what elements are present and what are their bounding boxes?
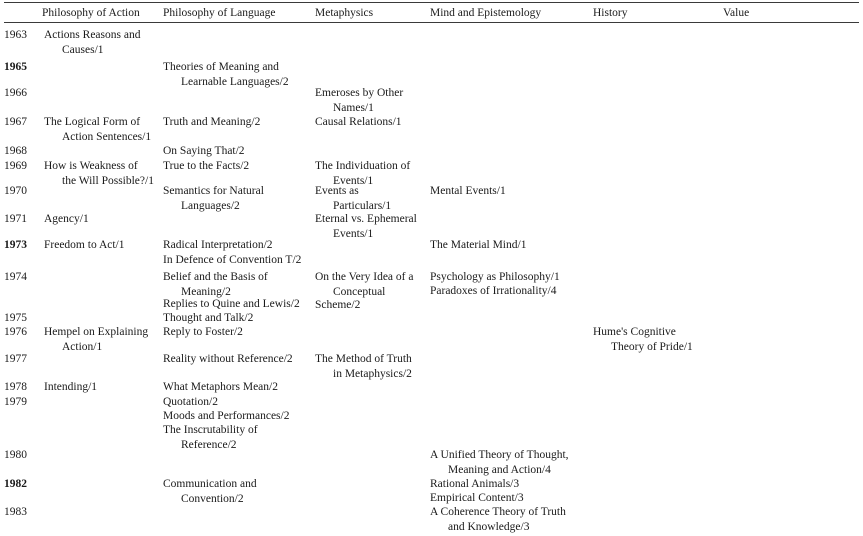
table-entry	[430, 270, 560, 285]
table-entry	[44, 115, 151, 146]
column-header-philosophy-of-language: Philosophy of Language	[163, 7, 276, 19]
table-entry	[430, 184, 506, 199]
table-entry	[163, 270, 268, 301]
year-label: 1969	[4, 160, 27, 172]
column-header-history: History	[593, 7, 628, 19]
year-label: 1965	[4, 61, 27, 73]
entry-line: Paradoxes of Irrationality/4	[430, 285, 557, 297]
entry-line: The Logical Form of	[44, 116, 141, 128]
entry-line-continuation: Languages/2	[181, 200, 240, 213]
entry-line: Reality without Reference/2	[163, 353, 293, 365]
entry-line: Agency/1	[44, 213, 89, 225]
table-entry	[44, 238, 125, 253]
table-entry	[163, 159, 249, 174]
entry-line: What Metaphors Mean/2	[163, 381, 278, 393]
table-entry	[163, 423, 258, 454]
table-entry	[315, 86, 403, 117]
entry-line-continuation: Meaning/2	[181, 286, 231, 299]
table-entry	[44, 28, 140, 59]
entry-line: True to the Facts/2	[163, 160, 250, 172]
entry-line: Semantics for Natural	[163, 185, 264, 197]
entry-line: The Material Mind/1	[430, 239, 527, 251]
table-entry	[163, 60, 289, 91]
table-entry	[315, 352, 412, 383]
entry-line: Mental Events/1	[430, 185, 506, 197]
entry-line-continuation: Reference/2	[181, 439, 237, 452]
entry-line: In Defence of Convention T/2	[163, 254, 302, 266]
table-entry	[430, 491, 524, 506]
table-entry	[163, 325, 243, 340]
year-label: 1971	[4, 213, 27, 225]
table-entry	[163, 238, 273, 253]
table-entry	[593, 325, 693, 356]
table-entry	[430, 505, 566, 536]
year-label: 1979	[4, 396, 27, 408]
table-entry	[44, 380, 97, 395]
table-entry	[163, 144, 245, 159]
entry-line: How is Weakness of	[44, 160, 138, 172]
table-entry	[430, 477, 519, 492]
year-label: 1974	[4, 271, 27, 283]
year-label: 1982	[4, 478, 27, 490]
year-label: 1970	[4, 185, 27, 197]
entry-line: Eternal vs. Ephemeral	[315, 213, 417, 225]
entry-line-continuation: in Metaphysics/2	[333, 368, 412, 381]
year-label: 1980	[4, 449, 27, 461]
entry-line: Scheme/2	[315, 299, 361, 311]
entry-line: Freedom to Act/1	[44, 239, 125, 251]
entry-line-continuation: and Knowledge/3	[448, 521, 530, 534]
table-entry	[163, 477, 257, 508]
entry-line-continuation: Learnable Languages/2	[181, 76, 289, 89]
table-entry	[163, 311, 253, 326]
entry-line: Thought and Talk/2	[163, 312, 254, 324]
entry-line: The Method of Truth	[315, 353, 412, 365]
entry-line-continuation: Events/1	[333, 175, 374, 188]
entry-line-continuation: Action Sentences/1	[62, 131, 152, 144]
entry-line-continuation: Meaning and Action/4	[448, 464, 551, 477]
entry-line: The Inscrutability of	[163, 424, 258, 436]
entry-line: Hume's Cognitive	[593, 326, 676, 338]
column-header-mind-and-epistemology: Mind and Epistemology	[430, 7, 542, 19]
table-entry	[163, 184, 264, 215]
year-label: 1968	[4, 145, 27, 157]
column-header-value: Value	[723, 7, 750, 19]
table-entry	[315, 212, 417, 243]
entry-line: Intending/1	[44, 381, 98, 393]
entry-line-continuation: Convention/2	[181, 493, 244, 506]
entry-line: A Unified Theory of Thought,	[430, 449, 569, 461]
entry-line-continuation: Causes/1	[62, 44, 104, 57]
column-header-metaphysics: Metaphysics	[315, 7, 374, 19]
table-entry	[315, 270, 413, 301]
table-entry	[315, 298, 360, 313]
year-label: 1963	[4, 29, 27, 41]
year-label: 1966	[4, 87, 27, 99]
year-label: 1975	[4, 312, 27, 324]
entry-line: On the Very Idea of a	[315, 271, 414, 283]
entry-line-continuation: Particulars/1	[333, 200, 392, 213]
table-entry	[430, 284, 556, 299]
entry-line: The Individuation of	[315, 160, 411, 172]
entry-line: A Coherence Theory of Truth	[430, 506, 566, 518]
entry-line-continuation: Names/1	[333, 102, 374, 115]
table-entry	[430, 238, 526, 253]
table-entry	[44, 212, 89, 227]
table-entry	[163, 380, 278, 395]
year-label: 1977	[4, 353, 27, 365]
entry-line-continuation: Theory of Pride/1	[611, 341, 693, 354]
entry-line: Theories of Meaning and	[163, 61, 279, 73]
table-header-rule	[4, 22, 859, 23]
table-entry	[163, 352, 293, 367]
entry-line-continuation: the Will Possible?/1	[62, 175, 154, 188]
entry-line: Events as	[315, 185, 359, 197]
entry-line: On Saying That/2	[163, 145, 245, 157]
entry-line: Quotation/2	[163, 396, 218, 408]
entry-line: Truth and Meaning/2	[163, 116, 261, 128]
entry-line: Causal Relations/1	[315, 116, 402, 128]
entry-line: Replies to Quine and Lewis/2	[163, 298, 300, 310]
entry-line: Actions Reasons and	[44, 29, 141, 41]
table-entry	[163, 409, 289, 424]
entry-line: Emeroses by Other	[315, 87, 404, 99]
table-top-rule	[4, 2, 859, 3]
entry-line: Empirical Content/3	[430, 492, 524, 504]
table-entry	[430, 448, 569, 479]
year-label: 1983	[4, 506, 27, 518]
entry-line: Communication and	[163, 478, 257, 490]
table-entry	[163, 297, 300, 312]
year-label: 1976	[4, 326, 27, 338]
table-entry	[163, 253, 301, 268]
entry-line: Reply to Foster/2	[163, 326, 243, 338]
entry-line: Psychology as Philosophy/1	[430, 271, 560, 283]
entry-line-continuation: Events/1	[333, 228, 374, 241]
year-label: 1967	[4, 116, 27, 128]
entry-line: Hempel on Explaining	[44, 326, 149, 338]
table-entry	[44, 325, 148, 356]
entry-line: Rational Animals/3	[430, 478, 520, 490]
entry-line-continuation: Conceptual	[333, 286, 386, 299]
entry-line: Radical Interpretation/2	[163, 239, 273, 251]
table-entry	[44, 159, 154, 190]
table-entry	[315, 184, 391, 215]
entry-line-continuation: Action/1	[62, 341, 103, 354]
table-entry	[163, 395, 218, 410]
year-label: 1973	[4, 239, 27, 251]
column-header-philosophy-of-action: Philosophy of Action	[42, 7, 140, 19]
table-entry	[315, 115, 402, 130]
table-entry	[163, 115, 260, 130]
entry-line: Moods and Performances/2	[163, 410, 290, 422]
year-label: 1978	[4, 381, 27, 393]
entry-line: Belief and the Basis of	[163, 271, 268, 283]
